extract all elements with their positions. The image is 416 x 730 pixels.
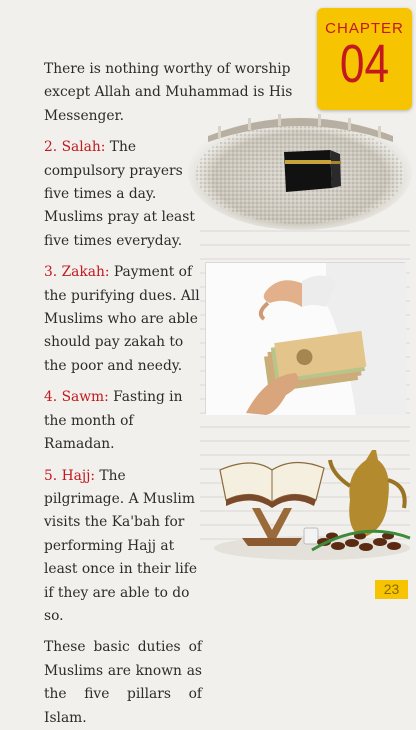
pillar-description: The pilgrimage. A Muslim visits the Ka'bah for performing Hajj at least once in their life if they are able to do so. [44, 467, 198, 624]
pillar-term: Salah: [61, 139, 106, 156]
pillar-description: Payment of the purifying dues. All Muslims who are able should pay zakah to the poor and needy. [44, 264, 200, 374]
pillar-description: The compulsory prayers five times a day. Muslims pray at least five times everyday. [44, 139, 195, 249]
kaaba-image [188, 106, 413, 232]
pillar-term: Sawm: [61, 389, 109, 406]
quran-image [212, 430, 412, 560]
chapter-number: 04 [339, 34, 390, 94]
chapter-label: CHAPTER [325, 20, 404, 37]
intro-paragraph: There is nothing worthy of worship except Allah and Muhammad is His Messenger. [44, 61, 293, 124]
closing-paragraph: These basic duties of Muslims are known as the five pillars of Islam. [44, 639, 202, 726]
pillar-number: 4. [44, 389, 58, 406]
charity-image [205, 262, 405, 414]
pillar-term: Zakah: [61, 264, 110, 281]
pillar-sawm [32, 386, 200, 456]
pillar-hajj [32, 465, 200, 629]
pillar-zakah [32, 261, 207, 378]
pillar-salah [32, 136, 200, 253]
pillar-description: Fasting in the month of Ramadan. [44, 389, 183, 453]
pillar-number: 3. [44, 264, 58, 281]
pillar-number: 2. [44, 139, 58, 156]
pillar-term: Hajj: [61, 467, 96, 484]
chapter-badge [317, 8, 412, 110]
page-number: 23 [375, 580, 408, 599]
pillar-number: 5. [44, 467, 58, 484]
